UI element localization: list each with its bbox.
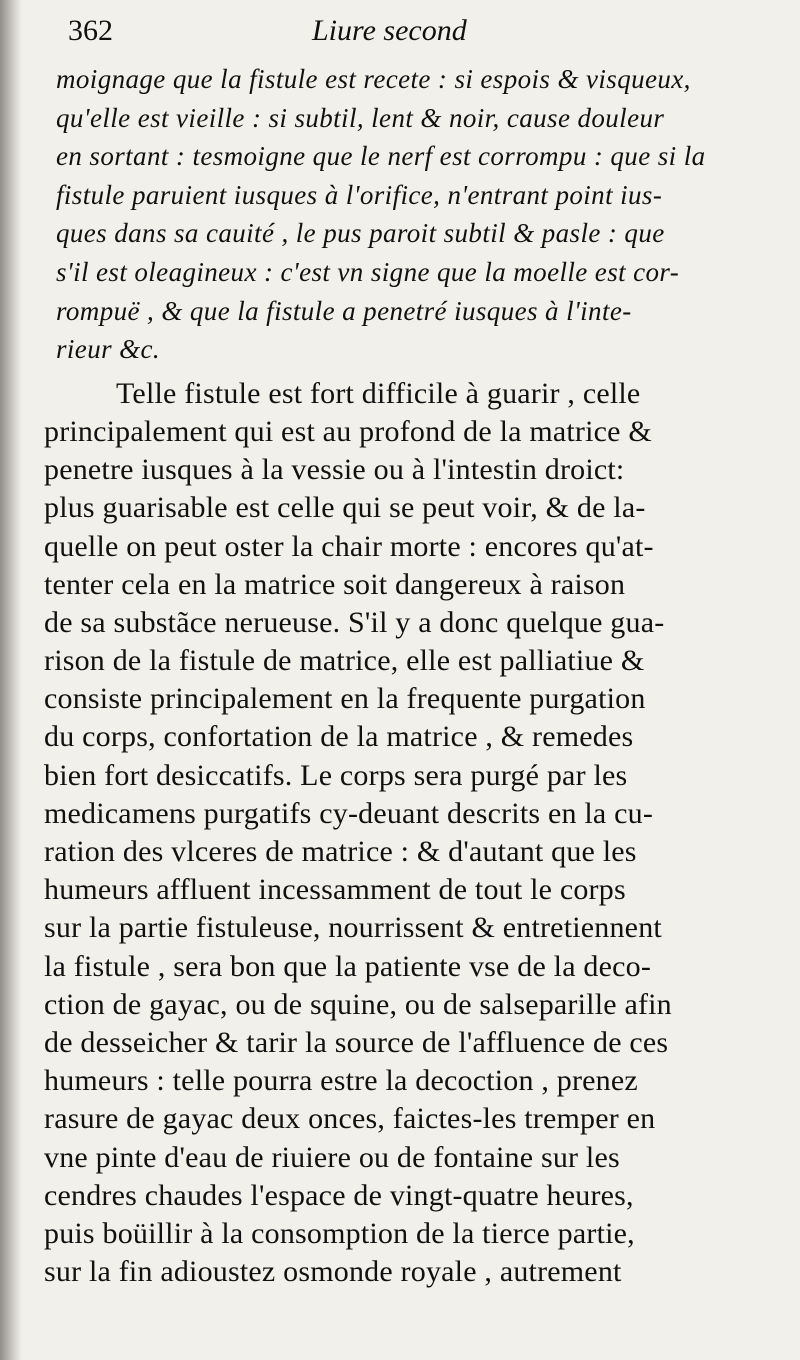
text-line: plus guarisable est celle qui se peut voir, & de la- xyxy=(44,491,646,525)
text-line: sur la partie fistuleuse, nourrissent & entretiennent xyxy=(44,911,662,945)
text-line: fistule paruient iusques à l'orifice, n'entrant point ius- xyxy=(56,179,663,210)
text-line: principalement qui est au profond de la matrice & xyxy=(44,414,652,448)
page-number: 362 xyxy=(68,14,113,47)
text-line: quelle on peut oster la chair morte : encores qu'at- xyxy=(44,529,654,563)
text-line: ration des vlceres de matrice : & d'autant que les xyxy=(44,835,637,868)
text-line: medicamens purgatifs cy-deuant descrits en la cu- xyxy=(44,796,654,830)
text-line: consiste principalement en la frequente purgation xyxy=(44,682,646,716)
text-line: humeurs : telle pourra estre la decoction , prenez xyxy=(44,1064,638,1098)
text-line: qu'elle est vieille : si subtil, lent & noir, cause douleur xyxy=(56,102,665,133)
text-line: en sortant : tesmoigne que le nerf est corrompu : que si la xyxy=(56,141,706,172)
text-line: du corps, confortation de la matrice , & remedes xyxy=(44,720,634,754)
text-line: ction de gayac, ou de squine, ou de salseparille afin xyxy=(44,987,672,1021)
text-line: de sa substãce nerueuse. S'il y a donc quelque gua- xyxy=(44,605,665,639)
text-line: rompuë , & que la fistule a penetré iusques à l'inte- xyxy=(56,295,632,326)
running-head xyxy=(68,14,772,56)
text-line: puis boüillir à la consomption de la tierce partie, xyxy=(44,1216,635,1250)
text-line: humeurs affluent incessamment de tout le corps xyxy=(44,873,626,907)
text-line: penetre iusques à la vessie ou à l'intestin droict: xyxy=(44,453,625,487)
text-line: de desseicher & tarir la source de l'affluence de ces xyxy=(44,1025,669,1059)
body-paragraph xyxy=(44,375,772,1292)
text-line: la fistule , sera bon que la patiente vse de la deco- xyxy=(44,949,652,983)
text-line: sur la fin adioustez osmonde royale , autrement xyxy=(44,1255,622,1289)
text-line: bien fort desiccatifs. Le corps sera purgé par les xyxy=(44,758,628,792)
text-line: rasure de gayac deux onces, faictes-les tremper en xyxy=(44,1102,656,1136)
text-line: cendres chaudes l'espace de vingt-quatre heures, xyxy=(44,1178,634,1212)
text-line: vne pinte d'eau de riuiere ou de fontaine sur les xyxy=(44,1140,620,1174)
italic-passage xyxy=(56,60,772,369)
text-line: rieur &c. xyxy=(56,334,161,365)
text-line: s'il est oleagineux : c'est vn signe que la moelle est cor- xyxy=(56,256,680,287)
text-line: tenter cela en la matrice soit dangereux à raison xyxy=(44,567,626,601)
text-line: ques dans sa cauité , le pus paroit subtil & pasle : que xyxy=(56,218,665,249)
text-line: Telle fistule est fort difficile à guarir , celle xyxy=(116,376,641,410)
text-line: moignage que la fistule est recete : si espois & visqueux, xyxy=(56,64,691,94)
running-title: Liure second xyxy=(312,14,467,47)
text-line: rison de la fistule de matrice, elle est palliatiue & xyxy=(44,644,645,678)
